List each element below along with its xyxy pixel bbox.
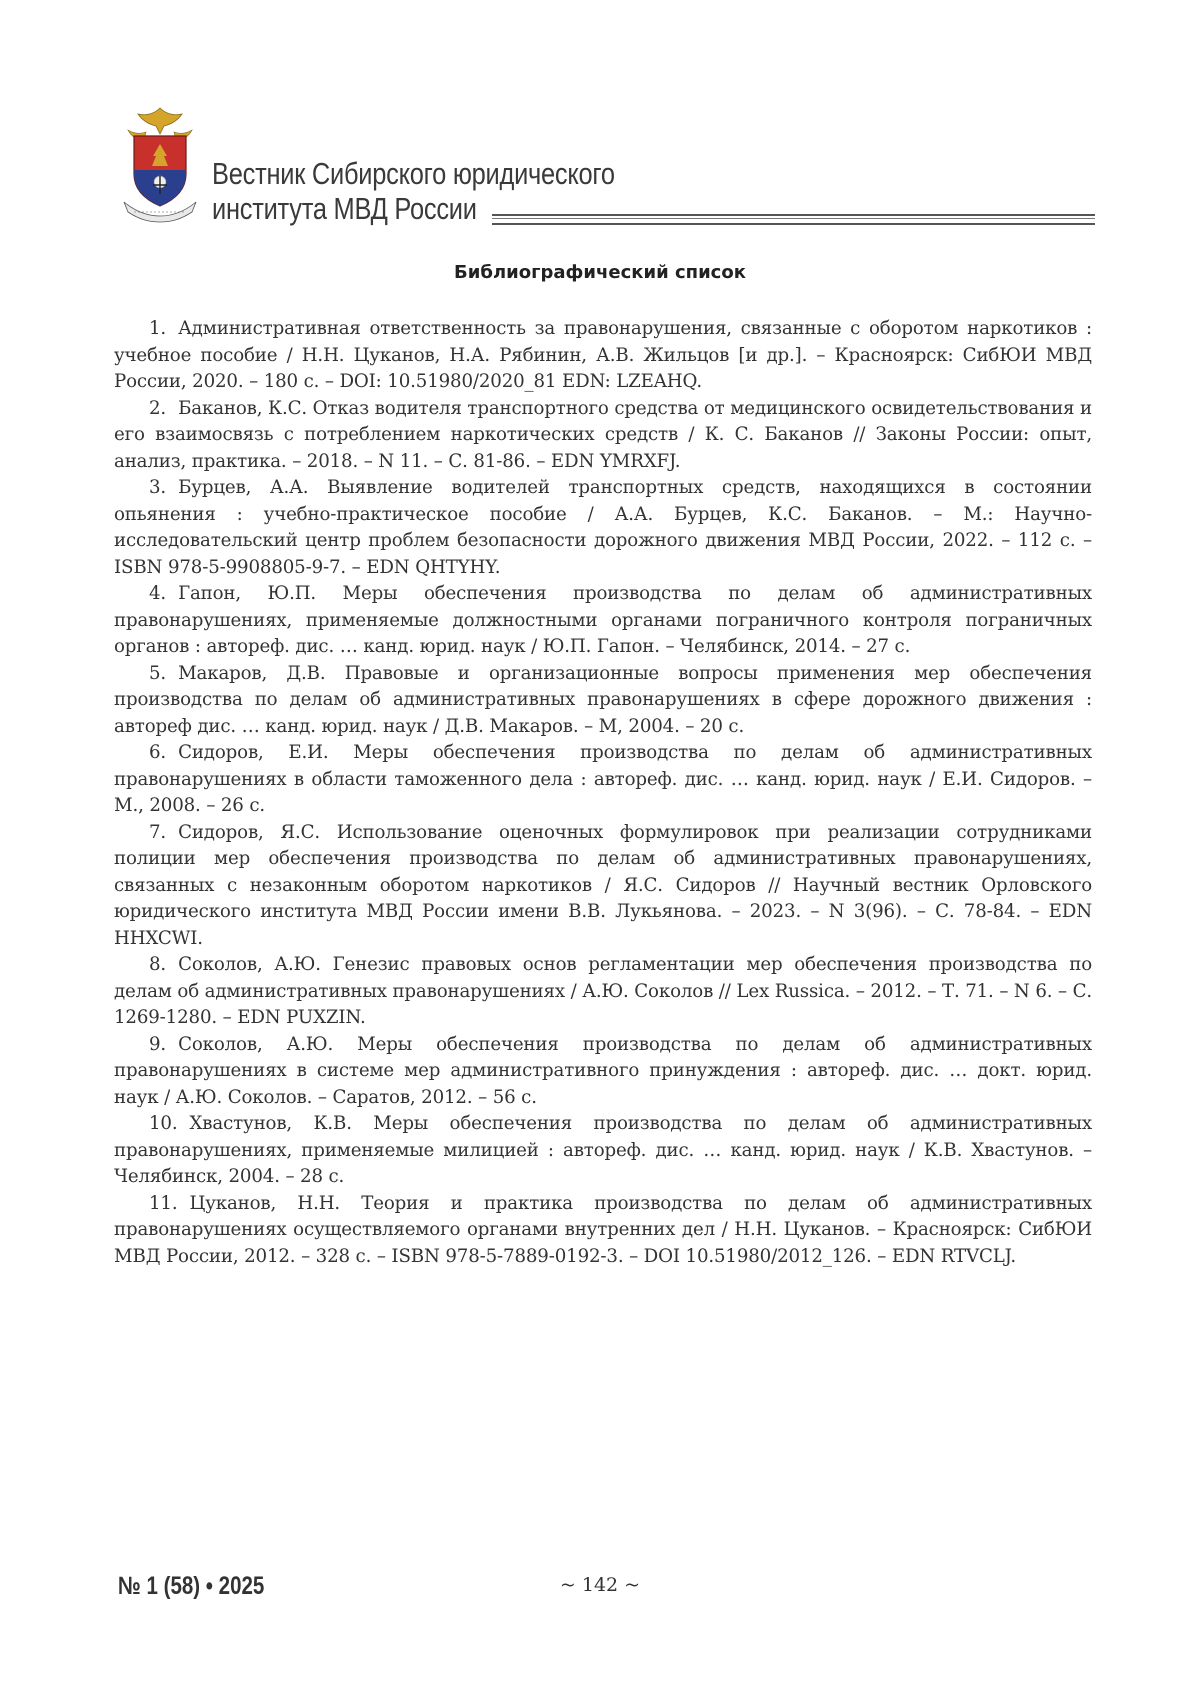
reference-text: Сидоров, Е.И. Меры обеспечения производства по делам об административных правонарушениях в области таможенного дела : автореф. дис. … канд. юрид. наук / Е.И. Сидоров. – М., 2008. – 26 с. <box>114 742 1092 816</box>
journal-title-line-1: Вестник Сибирского юридического <box>212 156 615 191</box>
reference-text: Баканов, К.С. Отказ водителя транспортного средства от медицинского освидетельствования и его взаимосвязь с потреблением наркотических средств / К. С. Баканов // Законы России: опыт, анализ, практика. – 2018. – N 11. – С. 81-86. – EDN YMRXFJ. <box>114 397 1092 472</box>
issue-label: № 1 (58) • 2025 <box>118 1572 265 1600</box>
reference-item <box>114 820 1092 953</box>
reference-item <box>114 316 1092 396</box>
reference-text: Бурцев, А.А. Выявление водителей транспортных средств, находящихся в состоянии опьянения : учебно-практическое пособие / А.А. Бурцев, К.С. Баканов. – М.: Научно-исследовательский центр проблем безопасности дорожного движения МВД России, 2022. – 112 с. – ISBN 978-5-9908805-9-7. – EDN QHTYHY. <box>114 477 1092 578</box>
reference-item <box>114 475 1092 581</box>
header-divider <box>492 214 1095 225</box>
reference-number: 11. <box>149 1192 178 1214</box>
reference-number: 5. <box>149 662 167 684</box>
reference-item <box>114 1111 1092 1191</box>
reference-text: Цуканов, Н.Н. Теория и практика производства по делам об административных правонарушениях осуществляемого органами внутренних дел / Н.Н. Цуканов. – Красноярск: СибЮИ МВД России, 2012. – 328 с. – ISBN 978-5-7889-0192-3. – DOI 10.51980/2012_126. – EDN RTVCLJ. <box>114 1192 1092 1267</box>
reference-text: Сидоров, Я.С. Использование оценочных формулировок при реализации сотрудниками полиции мер обеспечения производства по делам об административных правонарушениях, связанных с незаконным оборотом наркотиков / Я.С. Сидоров // Научный вестник Орловского юридического института МВД России имени В.В. Лукьянова. – 2023. – N 3(96). – С. 78-84. – EDN HHXCWI. <box>114 821 1092 949</box>
bibliography-heading: Библиографический список <box>454 262 746 283</box>
journal-header <box>120 104 1095 226</box>
reference-number: 2. <box>149 397 167 419</box>
reference-number: 10. <box>149 1113 178 1134</box>
reference-item <box>114 396 1092 476</box>
reference-number: 6. <box>149 742 167 763</box>
institute-emblem-icon <box>120 104 200 224</box>
reference-text: Административная ответственность за правонарушения, связанные с оборотом наркотиков : учебное пособие / Н.Н. Цуканов, Н.А. Рябинин, А.В. Жильцов [и др.]. – Красноярск: СибЮИ МВД России, 2020. – 180 с. – DOI: 10.51980/2020_81 EDN: LZEAHQ. <box>114 318 1092 392</box>
reference-number: 4. <box>149 583 167 604</box>
journal-title-line-2: института МВД России <box>212 191 477 226</box>
reference-text: Гапон, Ю.П. Меры обеспечения производства по делам об административных правонарушениях, применяемые должностными органами пограничного контроля пограничных органов : автореф. дис. … канд. юрид. наук / Ю.П. Гапон. – Челябинск, 2014. – 27 с. <box>114 583 1092 657</box>
page-number: ~ 142 ~ <box>559 1574 641 1596</box>
reference-number: 3. <box>149 477 167 498</box>
reference-list <box>114 316 1092 1270</box>
reference-text: Макаров, Д.В. Правовые и организационные вопросы применения мер обеспечения производства по делам об административных правонарушениях в сфере дорожного движения : автореф дис. … канд. юрид. наук / Д.В. Макаров. – М, 2004. – 20 с. <box>114 662 1092 737</box>
reference-number: 9. <box>149 1033 167 1055</box>
reference-number: 8. <box>149 954 167 975</box>
reference-number: 1. <box>149 318 167 339</box>
reference-text: Соколов, А.Ю. Генезис правовых основ регламентации мер обеспечения производства по делам об административных правонарушениях / А.Ю. Соколов // Lex Russica. – 2012. – Т. 71. – N 6. – С. 1269-1280. – EDN PUXZIN. <box>114 954 1092 1028</box>
reference-text: Соколов, А.Ю. Меры обеспечения производства по делам об административных правонарушениях в системе мер административного принуждения : автореф. дис. … докт. юрид. наук / А.Ю. Соколов. – Саратов, 2012. – 56 с. <box>114 1033 1092 1108</box>
reference-item <box>114 661 1092 741</box>
reference-item <box>114 1032 1092 1112</box>
reference-item <box>114 740 1092 820</box>
reference-item <box>114 1191 1092 1271</box>
reference-text: Хвастунов, К.В. Меры обеспечения производства по делам об административных правонарушениях, применяемые милицией : автореф. дис. … канд. юрид. наук / К.В. Хвастунов. – Челябинск, 2004. – 28 с. <box>114 1113 1092 1187</box>
reference-number: 7. <box>149 821 167 843</box>
reference-item <box>114 581 1092 661</box>
reference-item <box>114 952 1092 1032</box>
